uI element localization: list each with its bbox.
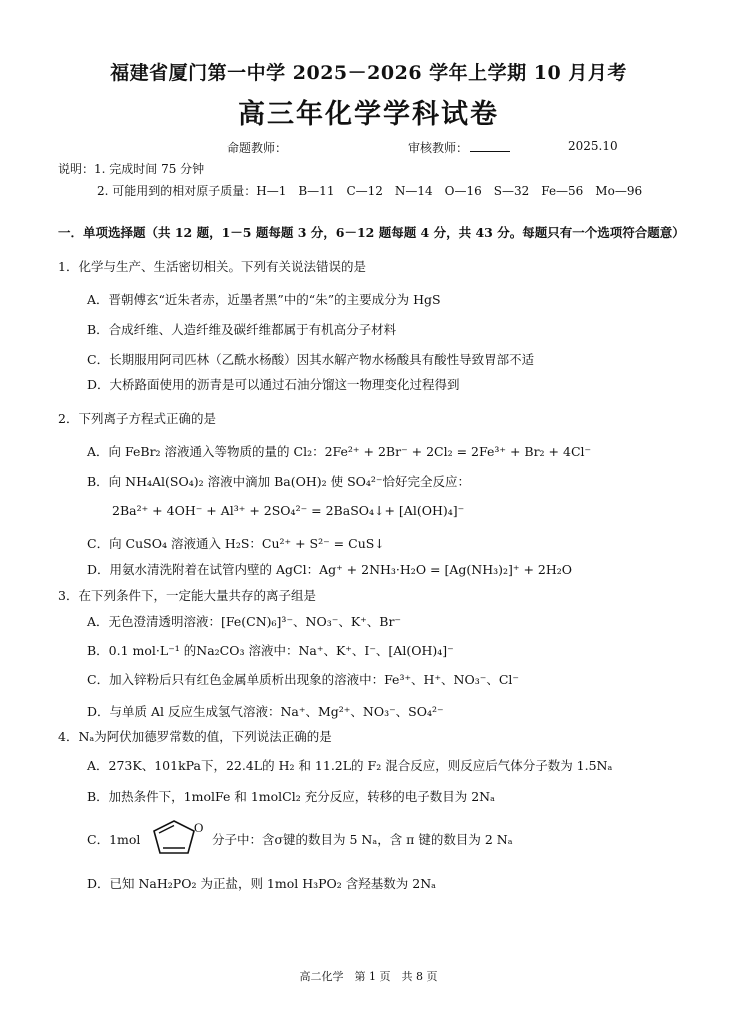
option-a: A．无色澄清透明溶液：[Fe(CN)₆]³⁻、NO₃⁻、K⁺、Br⁻ [87,614,402,629]
option-c: C．长期服用阿司匹林（乙酰水杨酸）因其水解产物水杨酸具有酸性导致胃部不适 [87,352,535,367]
question-stem: 1．化学与生产、生活密切相关。下列有关说法错误的是 [58,259,366,274]
option-d: D．大桥路面使用的沥青是可以通过石油分馏这一物理变化过程得到 [87,377,460,392]
option-d: D．与单质 Al 反应生成氢气溶液：Na⁺、Mg²⁺、NO₃⁻、SO₄²⁻ [87,704,444,719]
option-d: D．用氨水清洗附着在试管内壁的 AgCl：Ag⁺ + 2NH₃·H₂O = [Ag(NH₃)₂]⁺ + 2H₂O [87,562,573,577]
question-stem: 4．Nₐ为阿伏加德罗常数的值，下列说法正确的是 [58,729,332,744]
question-stem: 3．在下列条件下，一定能大量共存的离子组是 [58,588,316,603]
exam-subtitle: 高三年化学学科试卷 [238,99,499,130]
option-b: B．加热条件下，1molFe 和 1molCl₂ 充分反应，转移的电子数目为 2Nₐ [87,789,495,804]
option-b-equation: 2Ba²⁺ + 4OH⁻ + Al³⁺ + 2SO₄²⁻ = 2BaSO₄↓+ [Al(OH)₄]⁻ [112,503,465,518]
option-c: C．向 CuSO₄ 溶液通入 H₂S：Cu²⁺ + S²⁻ = CuS↓ [87,536,385,551]
setter-label: 命题教师： [227,141,288,155]
question-stem: 2．下列离子方程式正确的是 [58,411,216,426]
exam-date: 2025.10 [568,139,618,153]
option-c-label: C．1mol [87,832,141,847]
note-line-1: 说明：1. 完成时间 75 分钟 [58,162,205,176]
option-b: B．合成纤维、人造纤维及碳纤维都属于有机高分子材料 [87,322,397,337]
option-c: C．加入锌粉后只有红色金属单质析出现象的溶液中：Fe³⁺、H⁺、NO₃⁻、Cl⁻ [87,672,520,687]
section-title: 一．单项选择题（共 12 题，1－5 题每题 3 分，6－12 题每题 4 分，共 43 分。每题只有一个选项符合题意） [58,225,685,240]
reviewer-field [408,139,510,156]
option-b: B．向 NH₄Al(SO₄)₂ 溶液中滴加 Ba(OH)₂ 使 SO₄²⁻恰好完全反应： [87,474,470,489]
furan-oxygen-label: O [194,820,204,835]
page-footer: 高二化学 第 1 页 共 8 页 [299,970,438,983]
option-a: A．向 FeBr₂ 溶液通入等物质的量的 Cl₂：2Fe²⁺ + 2Br⁻ + 2Cl₂ = 2Fe³⁺ + Br₂ + 4Cl⁻ [87,444,592,459]
exam-title: 福建省厦门第一中学 2025－2026 学年上学期 10 月月考 [110,62,627,84]
reviewer-label: 审核教师： [408,141,469,155]
option-c-text: 分子中：含σ键的数目为 5 Nₐ，含 π 键的数目为 2 Nₐ [212,832,513,847]
note-line-2: 2. 可能用到的相对原子质量：H—1 B—11 C—12 N—14 O—16 S—32 Fe—56 Mo—96 [97,184,643,198]
option-a: A．晋朝傅玄“近朱者赤，近墨者黑”中的“朱”的主要成分为 HgS [87,292,441,307]
option-a: A．273K、101kPa下，22.4L的 H₂ 和 11.2L的 F₂ 混合反应，则反应后气体分子数为 1.5Nₐ [87,758,613,773]
furan-structure-icon [150,817,208,859]
option-b: B．0.1 mol·L⁻¹ 的Na₂CO₃ 溶液中：Na⁺、K⁺、I⁻、[Al(OH)₄]⁻ [87,643,454,658]
option-d: D．已知 NaH₂PO₂ 为正盐，则 1mol H₃PO₂ 含羟基数为 2Nₐ [87,876,436,891]
reviewer-blank [470,140,510,152]
